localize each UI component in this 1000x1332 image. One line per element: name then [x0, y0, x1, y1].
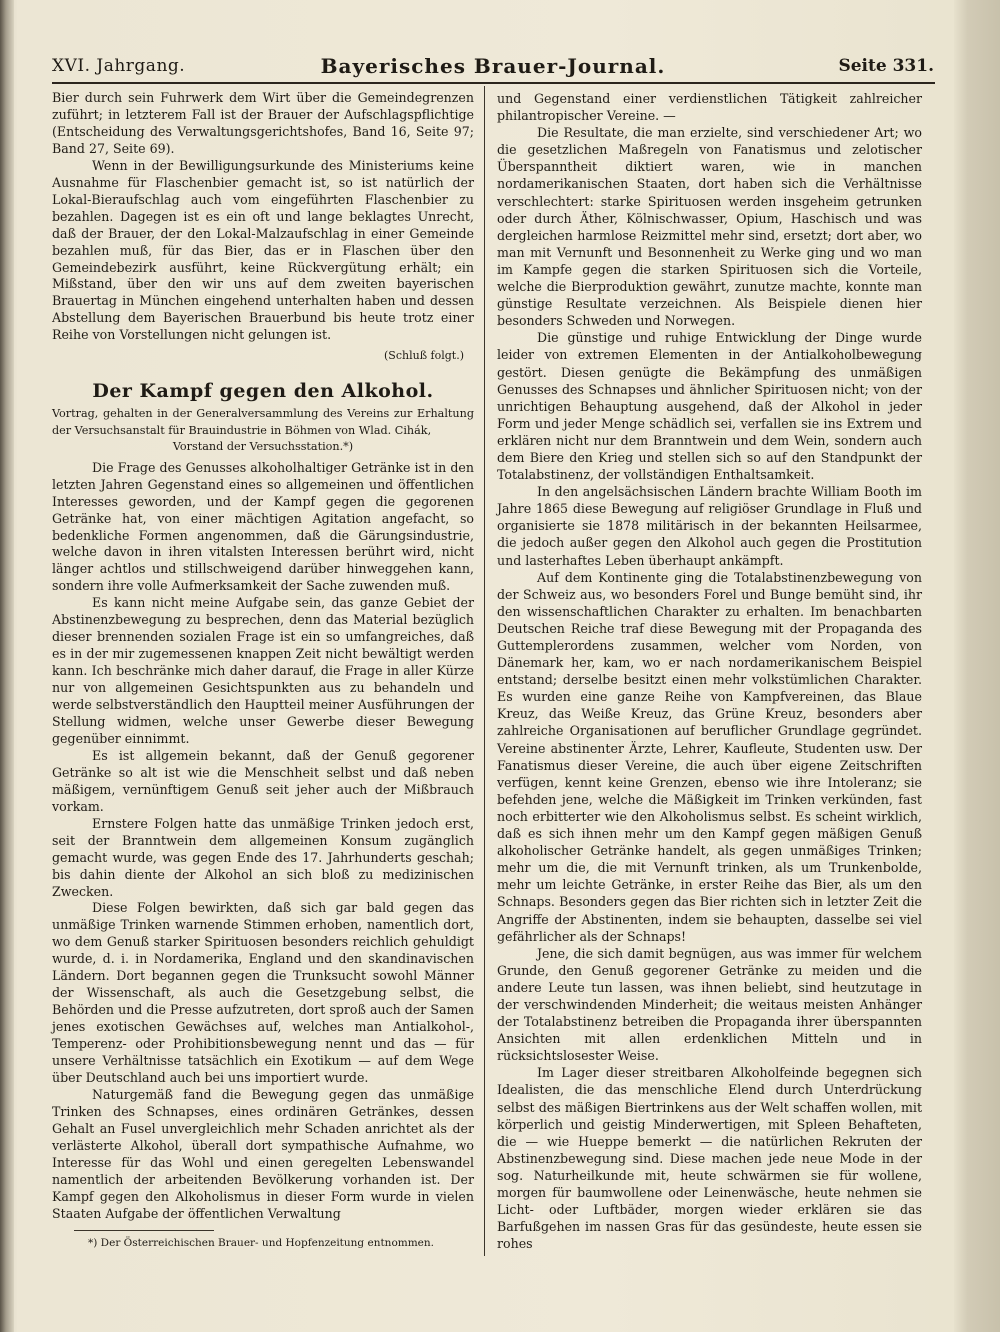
paragraph: Bier durch sein Fuhrwerk dem Wirt über die Gemeindegrenzen zuführt; in letzterem Fall ist der Brauer der Aufschlagspflichtige (Entscheidung des Verwaltungsgerichtshofes, Band 16, Seite 97; Band 27, Seite 69).	[52, 90, 474, 156]
article-author-role: Vorstand der Versuchsstation.*)	[172, 440, 354, 454]
binding-shadow	[0, 0, 14, 1332]
paragraph: Auf dem Kontinente ging die Totalabstinenzbewegung von der Schweiz aus, wo besonders Forel und Bunge bemüht sind, ihr den wissenschaftlichen Charakter zu erhalten. Im benachbarten Deutschen Reiche traf diese Bewegung mit der Propaganda des Guttemplerordens zusammen, welcher vom Norden, von Dänemark her, kam, wo er nach nordamerikanischem Beispiel entstand; derselbe besitzt einen mehr volkstümlichen Charakter. Es wurden eine ganze Reihe von Kampfvereinen, das Blaue Kreuz, das Weiße Kreuz, das Grüne Kreuz, besonders aber zahlreiche Organisationen auf beruflicher Grundlage gegründet. Vereine abstinenter Ärzte, Lehrer, Kaufleute, Studenten usw. Der Fanatismus dieser Vereine, die auch über eigene Zeitschriften verfügen, kennt keine Grenzen, ebenso wie ihre Intoleranz; sie befehden jene, welche die Mäßigkeit im Trinken verkünden, fast noch erbitterter wie den Alkoholismus selbst. Es scheint wirklich, daß es sich ihnen mehr um den Kampf gegen mäßigen Genuß alkoholischer Getränke handelt, als gegen unmäßiges Trinken; mehr um die, die mit Vernunft trinken, als um Trunkenbolde, mehr um leichte Getränke, in erster Reihe das Bier, als um den Schnaps. Besonders gegen das Bier richten sich in letzter Zeit die Angriffe der Abstinenten, indem sie behaupten, dasselbe sei viel gefährlicher als der Schnaps!	[497, 569, 922, 944]
column-divider	[484, 86, 485, 1256]
article-subtitle: Vortrag, gehalten in der Generalversammlung des Vereins zur Erhaltung der Versuchsanstalt für Brauindustrie in Böhmen von Wlad. Cihák,	[52, 407, 474, 437]
paragraph: Die günstige und ruhige Entwicklung der Dinge wurde leider von extremen Elementen in der Antialkoholbewegung gestört. Diesen genügte die Bekämpfung des unmäßigen Genusses des Schnapses und ähnlicher Spirituosen nicht; von der unrichtigen Behauptung ausgehend, daß der Alkohol in jeder Form und jeder Menge schädlich sei, verfallen sie ins Extrem und erklären nicht nur dem Branntwein und dem Wein, sondern auch dem Biere den Krieg und stellen sich so auf den Standpunkt der Totalabstinenz, der vollständigen Enthaltsamkeit.	[497, 330, 922, 483]
article-title: Der Kampf gegen den Alkohol.	[92, 380, 434, 403]
paragraph: und Gegenstand einer verdienstlichen Tätigkeit zahlreicher philantropischer Vereine. —	[497, 91, 922, 124]
volume-label: XVI. Jahrgang.	[52, 56, 186, 76]
to-be-continued: (Schluß folgt.)	[384, 349, 464, 363]
paragraph: Naturgemäß fand die Bewegung gegen das unmäßige Trinken des Schnapses, eines ordinären Getränkes, dessen Gehalt an Fusel unvergleichlich mehr Schaden anrichtet als der verlästerte Alkohol, überall dort sympathische Aufnahme, wo Interesse für das Wohl und einen geregelten Lebenswandel namentlich der arbeitenden Bevölkerung vorhanden ist. Der Kampf gegen den Alkoholismus in dieser Form wurde in vielen Staaten Aufgabe der öffentlichen Verwaltung	[52, 1086, 474, 1221]
paragraph: Es kann nicht meine Aufgabe sein, das ganze Gebiet der Abstinenzbewegung zu besprechen, denn das Material bezüglich dieser brennenden sozialen Frage ist ein so umfangreiches, daß es in der mir zugemessenen knappen Zeit nicht bewältigt werden kann. Ich beschränke mich daher darauf, die Frage in aller Kürze nur von allgemeinen Gesichtspunkten aus zu behandeln und werde selbstverständlich den Hauptteil meiner Ausführungen der Stellung widmen, welche unser Gewerbe dieser Bewegung gegenüber einnimmt.	[52, 595, 474, 746]
footnote-rule	[74, 1230, 214, 1231]
journal-title: Bayerisches Brauer-Journal.	[320, 54, 666, 78]
paragraph: Es ist allgemein bekannt, daß der Genuß gegorener Getränke so alt ist wie die Menschheit selbst und daß neben mäßigem, vernünftigem Genuß seit jeher auch der Mißbrauch vorkam.	[52, 747, 474, 814]
right-column	[497, 90, 922, 1252]
header-rule	[52, 82, 935, 84]
paragraph: Jene, die sich damit begnügen, aus was immer für welchem Grunde, den Genuß gegorener Getränke zu meiden und die andere Leute tun lassen, was ihnen beliebt, sind heutzutage in der verschwindenden Minderheit; die weitaus meisten Anhänger der Totalabstinenz betreiben die Propaganda ihrer überspannten Ansichten mit allen erdenklichen Mitteln und in rücksichtslosester Weise.	[497, 945, 922, 1064]
footnote: *) Der Österreichischen Brauer- und Hopfenzeitung entnommen.	[88, 1237, 434, 1249]
paragraph: In den angelsächsischen Ländern brachte William Booth im Jahre 1865 diese Bewegung auf religiöser Grundlage in Fluß und organisierte sie 1878 militärisch in der bekannten Heilsarmee, die jedoch außer gegen den Alkohol auch gegen die Prostitution und lasterhaftes Leben überhaupt ankämpft.	[497, 484, 922, 568]
page-number: Seite 331.	[838, 56, 934, 76]
page-edge	[954, 0, 1000, 1332]
paragraph: Im Lager dieser streitbaren Alkoholfeinde begegnen sich Idealisten, die das menschliche Elend durch Unterdrückung selbst des mäßigen Biertrinkens aus der Welt schaffen wollen, mit körperlich und geistig Minderwertigen, mit Spleen Behafteten, die — wie Hueppe bemerkt — die natürlichen Rekruten der Abstinenzbewegung sind. Diese machen jede neue Mode in der sog. Naturheilkunde mit, heute schwärmen sie für wollene, morgen für baumwollene oder Leinenwäsche, heute nehmen sie Licht- oder Luftbäder, morgen wieder erklären sie das Barfußgehen im nassen Gras für das gesündeste, heute essen sie rohes	[497, 1065, 922, 1252]
paragraph: Ernstere Folgen hatte das unmäßige Trinken jedoch erst, seit der Branntwein dem allgemeinen Konsum zugänglich gemacht wurde, was gegen Ende des 17. Jahrhunderts geschah; bis dahin diente der Alkohol an sich bloß zu medizinischen Zwecken.	[52, 815, 474, 899]
paragraph: Wenn in der Bewilligungsurkunde des Ministeriums keine Ausnahme für Flaschenbier gemacht ist, so ist natürlich der Lokal-Bieraufschlag auch vom eingeführten Flaschenbier zu bezahlen. Dagegen ist es ein oft und lange beklagtes Unrecht, daß der Brauer, der den Lokal-Malzaufschlag in einer Gemeinde bezahlen muß, für das Bier, das er in Flaschen über den Gemeindebezirk ausführt, keine Rückvergütung erhält; ein Mißstand, über den wir uns auf dem zweiten bayerischen Brauertag in München eingehend unterhalten haben und dessen Abstellung dem Bayerischen Brauerbund bis heute trotz einer Reihe von Vorstellungen nicht gelungen ist.	[52, 157, 474, 343]
paragraph: Diese Folgen bewirkten, daß sich gar bald gegen das unmäßige Trinken warnende Stimmen erhoben, namentlich dort, wo dem Genuß starker Spirituosen besonders reichlich gehuldigt wurde, d. i. in Nordamerika, England und den skandinavischen Ländern. Dort begannen gegen die Trunksucht sowohl Männer der Wissenschaft, als auch die Gesetzgebung selbst, die Behörden und die Presse aufzutreten, dort sproß auch der Samen jenes exotischen Gewächses auf, welches man Antialkohol-, Temperenz- oder Prohibitionsbewegung nennt und das — für unsere Verhältnisse tatsächlich ein Exotikum — auf dem Wege über Deutschland auch bei uns importiert wurde.	[52, 900, 474, 1086]
paragraph: Die Frage des Genusses alkoholhaltiger Getränke ist in den letzten Jahren Gegenstand eines so allgemeinen und öffentlichen Interesses geworden, und der Kampf gegen die gegorenen Getränke hat, von einer mächtigen Agitation angefacht, so bedenkliche Formen angenommen, daß die Gärungsindustrie, welche davon in ihren vitalsten Interessen berührt wird, nicht länger achtlos und stillschweigend darüber hinweggehen kann, sondern ihre volle Aufmerksamkeit der Sache zuwenden muß.	[52, 459, 474, 594]
paragraph: Die Resultate, die man erzielte, sind verschiedener Art; wo die gesetzlichen Maßregeln von Fanatismus und zelotischer Überspanntheit diktiert waren, wie in manchen nordamerikanischen Staaten, dort haben sich die Verhältnisse verschlechtert: starke Spirituosen werden insgeheim getrunken oder durch Äther, Kölnischwasser, Opium, Haschisch und was dergleichen harmlose Reizmittel mehr sind, ersetzt; dort aber, wo man mit Vernunft und Besonnenheit zu Werke ging und wo man im Kampfe gegen die starken Spirituosen sich die Vorteile, welche die Bierproduktion gewährt, zunutze machte, konnte man günstige Resultate verzeichnen. Als Beispiele dienen hier besonders Schweden und Norwegen.	[497, 125, 922, 329]
left-column	[52, 90, 474, 1223]
running-header	[52, 52, 934, 82]
